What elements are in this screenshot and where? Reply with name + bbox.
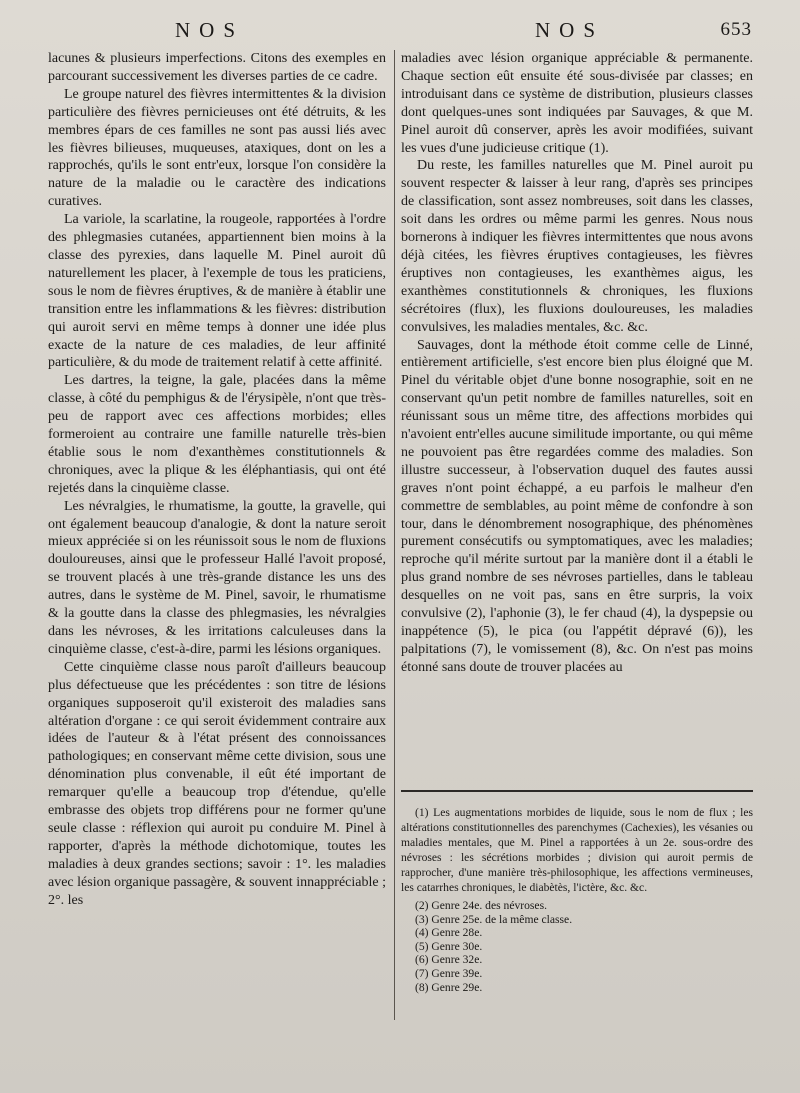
footnote-5: (5) Genre 30e.: [415, 939, 483, 953]
right-paragraph-2: Du reste, les familles naturelles que M. Pinel auroit pu souvent respecter & laisser à leur rang, d'après ses principes de classification, sont assez nombreuses, soit dans les classes, soit dans les ordres ou même parmi les genres. Nous nous bornerons à indiquer les fièvres intermittentes que nous avons déjà citées, les fièvres éruptives contagieuses, les fièvres éruptives non contagieuses, les exanthèmes aigus, les exanthèmes constitutionnels & chroniques, les fluxions sécrétoires (flux), les fluxions douloureuses, les maladies convulsives, les maladies mentales, &c. &c.: [401, 158, 753, 335]
footnote-3: (3) Genre 25e. de la même classe.: [415, 912, 573, 926]
footnote-1: (1) Les augmentations morbides de liquide, sous le nom de flux ; les altérations constitutionnelles des parenchymes (Cachexies), les vésanies ou maladies mentales, que M. Pinel a rapportées à un 2e. sous-ordre des névroses : les sécrétions morbides ; division qui auroit permis de rapprocher, d'une manière très-philosophique, les affections vermineuses, les catarrhes chroniques, le diabètès, l'ictère, &c. &c.: [401, 806, 753, 894]
footnote-7: (7) Genre 39e.: [415, 966, 483, 980]
running-head-right: NOS: [535, 18, 605, 42]
left-paragraph-6: Cette cinquième classe nous paroît d'ailleurs beaucoup plus défectueuse que les précédentes : son titre de lésions organiques supposeroit qu'il existeroit des maladies sans altération d'organe : ce qui seroit évidemment contraire aux idées de l'auteur & à l'état présent des connoissances pathologiques; en conservant même cette division, sous une dénomination plus convenable, il eût été important de remarquer qu'elle a beaucoup trop d'étendue, qu'elle embrasse des objets trop différens pour ne former qu'une seule classe : réflexion qui auroit pu conduire M. Pinel à rapporter, d'après la méthode dichotomique, toutes les maladies à deux grandes sections; savoir : 1°. les maladies avec lésion organique passagère, & souvent innappréciable ; 2°. les: [48, 659, 386, 908]
left-paragraph-3: La variole, la scarlatine, la rougeole, rapportées à l'ordre des phlegmasies cutanées, appartiennent bien moins à la classe des pyrexies, dans laquelle M. Pinel auroit dû naturellement les placer, à l'exemple de tous les praticiens, sous le nom de fièvres éruptives, & de manière à établir une transition entre les inflammations & les fièvres: distribution qui auroit servi en même temps à donner une idée plus exacte de la nature de ces maladies, de leur affinité particulière, & du mode de traitement relatif à cette affinité.: [48, 212, 386, 371]
footnote-8: (8) Genre 29e.: [415, 980, 483, 994]
footnote-rule: [401, 790, 753, 792]
footnotes: [401, 805, 753, 994]
running-head-left: NOS: [175, 18, 245, 42]
right-paragraph-1: maladies avec lésion organique appréciable & permanente. Chaque section eût ensuite été sous-divisée par classes; en introduisant dans ce système de distribution, plusieurs classes dont quelques-unes sont indiquées par Sauvages, & que M. Pinel auroit dû conserver, après les avoir modifiées, suivant les vues d'une judicieuse critique (1).: [401, 51, 753, 156]
left-column: [48, 50, 386, 910]
left-paragraph-1: lacunes & plusieurs imperfections. Citons des exemples en parcourant successivement les diverses parties de ce cadre.: [48, 51, 386, 84]
running-head: [0, 14, 800, 44]
footnote-2: (2) Genre 24e. des névroses.: [415, 899, 547, 912]
left-paragraph-4: Les dartres, la teigne, la gale, placées dans la même classe, à côté du pemphigus & de l'érysipèle, n'ont que très-peu de rapport avec ces affections morbides; elles formeroient au contraire une famille naturelle très-bien établie sous le nom d'exanthèmes constitutionnels & chroniques, avec la plique & les éléphantiasis, qui ont été rejetés dans la cinquième classe.: [48, 373, 386, 496]
right-column: [401, 50, 753, 677]
footnote-6: (6) Genre 32e.: [415, 953, 483, 967]
column-divider: [394, 50, 395, 1020]
left-paragraph-2: Le groupe naturel des fièvres intermittentes & la division particulière des fièvres pernicieuses ont été détruits, & les membres épars de ces familles ne sont pas aussi liés avec les fièvres bilieuses, muqueuses, ataxiques, dont on les a rapprochés, qu'ils le sont entr'eux, lorsque l'on considère la nature de la maladie ou le caractère des indications curatives.: [48, 86, 386, 210]
left-paragraph-5: Les névralgies, le rhumatisme, la goutte, la gravelle, qui ont également beaucoup d'analogie, & dont la nature seroit mieux appréciée si on les réunissoit sous le nom de fluxions douloureuses, ainsi que le professeur Hallé l'avoit proposé, se trouvent placés à une très-grande distance les uns des autres, dans le système de M. Pinel, savoir, le rhumatisme & la goutte dans la classe des phlegmasies, les névralgies dans les névroses, & les irritations calculeuses dans la cinquième classe, c'est-à-dire, parmi les lésions organiques.: [48, 498, 386, 657]
right-paragraph-3: Sauvages, dont la méthode étoit comme celle de Linné, entièrement artificielle, s'est encore bien plus éloigné que M. Pinel du véritable objet d'une bonne nosographie, soit en ne conservant qu'un petit nombre de familles naturelles, soit en réunissant sous un même titre, des affections morbides qui n'avoient entr'elles aucune similitude importante, ou qui même ne pouvoient pas être regardées comme des maladies. Son illustre successeur, à l'observation duquel des fautes aussi graves n'ont point échappé, a eu parfois le malheur d'en commettre de semblables, au point même de confondre à son tour, dans le dénombrement nosographique, des phénomènes purement consécutifs ou symptomatiques, avec les maladies; reproche qu'il mérite surtout par la manière dont il a établi le plus grand nombre de ses névroses partielles, dans le tableau desquelles on ne voit pas, sans en être surpris, la voix convulsive (2), l'aphonie (3), le fer chaud (4), la dyspepsie ou inappétence (5), le pica (ou l'appétit dépravé (6)), les palpitations (7), le vomissement (8), &c. On n'est pas moins étonné sans doute de trouver placées au: [401, 337, 753, 675]
page-number: 653: [720, 19, 752, 40]
footnote-4: (4) Genre 28e.: [415, 926, 483, 940]
